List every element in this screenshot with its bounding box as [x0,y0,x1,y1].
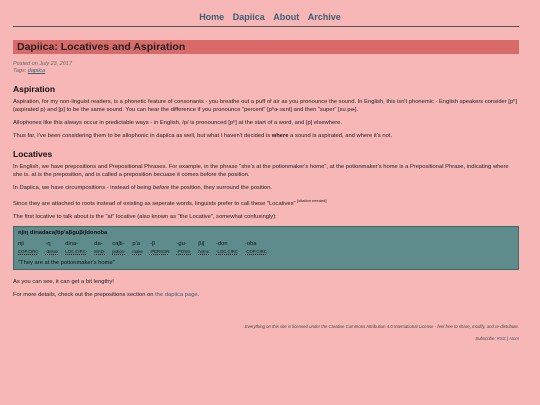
gloss-word: -β [149,240,156,247]
gloss-label: COP.CIRC [18,248,39,254]
license-link[interactable]: Creative Commons Attribution 4.0 International License [328,324,434,329]
gloss-word: da- [94,240,103,247]
gloss-label: potion- [112,248,126,254]
gloss-column [176,241,191,255]
gloss-row [18,241,514,255]
gloss-word: -ŋ [45,240,51,247]
locatives-paragraph-3 [13,197,519,208]
locatives-paragraph-1: In English, we have prepositions and Prepositional Phrases. For example, in the phrase "she's at the potionmaker's home", at the potionmaker's home is a Prepositional Phrase, indicating where she is. at is the preposition, and is called a preposition becuase it comes before the position. [13,164,509,178]
text-span: In Dapiica, we have circumpositions - instead of being [13,185,153,191]
text-span: For more details, check out the prepositions section on [13,291,156,298]
gloss-column [150,241,170,255]
gloss-word: caʃti- [112,240,125,247]
text-span: a sound is aspirated, and where it's not. [288,133,393,139]
gloss-column [198,241,209,255]
gloss-column [45,241,58,255]
closing-paragraph-1: As you can see, it can get a bit lengthy! [13,278,114,285]
gloss-label: make [132,248,143,254]
aspiration-paragraph-2: Allophones like this always occur in predictable ways - in English, /p/ is pronounced [pʰ] at the start of a word, and [p] elsewhere. [13,120,342,126]
gloss-label: home [198,248,210,254]
atom-link[interactable]: Atom [508,336,519,341]
example-translation: "They are at the potionmaker's home" [18,259,115,266]
post-meta [13,61,519,75]
gloss-column [65,241,87,255]
gloss-label: -PERSON [149,248,170,254]
gloss-column [94,241,105,255]
aspiration-paragraph-3 [13,132,519,140]
top-nav [0,12,540,22]
gloss-word: βiʃ [198,240,205,247]
nav-dapiica-link[interactable]: Dapiica [232,12,265,22]
gloss-word: -gu- [176,240,187,247]
gloss-column [216,241,238,255]
closing-paragraph-2 [13,291,519,299]
gloss-word: dina- [65,240,79,247]
rss-link[interactable]: RSS [496,336,506,341]
gloss-column [18,241,38,255]
tag-link-dapiica[interactable]: dapiica [27,68,46,74]
license-text: - feel free to share, modify, and re-distribute. [433,324,519,329]
interlinear-example [13,226,519,270]
gloss-column [245,241,267,255]
bold-where: where [271,133,289,139]
posted-prefix: Posted on [13,61,38,67]
gloss-label: -POSS- [176,248,192,254]
locatives-paragraph-4: The first locative to talk about is the "at" locative (also known as "the Locative", somewhat confusingly): [13,213,277,220]
heading-aspiration: Aspiration [13,84,56,94]
gloss-label: -LOC.CIRC [216,248,238,254]
gloss-label: LOC.CIRC- [65,248,88,254]
aspiration-paragraph-1: Aspiration, for my non-linguist readers, is a phonetic feature of consonants - you breathe out a puff of air as you pronounce the sound. In English, this isn't phonemic - English speakers consider [pʰ] (aspirated p) and [p] to be the same sound. You can hear the difference if you pronounce "percent" [pʰɚːsɛnt] and then "super" [suːpɚ]. [13,99,517,113]
post-title: Dapiica: Locatives and Aspiration [13,40,519,54]
dapiica-page-link[interactable]: the dapiica page [155,291,198,298]
gloss-word: nji [18,240,24,247]
nav-divider [13,26,519,27]
gloss-column [132,241,143,255]
gloss-word: -don [216,240,228,247]
separator: | [506,336,508,341]
nav-about-link[interactable]: About [273,12,300,22]
locatives-paragraph-2 [13,184,519,192]
text-span: Thus far, I've been considering them to be allophonic in dapiica as well, but what I haven't decided is [13,133,272,139]
nav-home-link[interactable]: Home [199,12,225,22]
heading-locatives: Locatives [13,149,53,159]
post-content [13,40,519,304]
text-span: Since they are attached to roots instead of existing as seperate words, linguists prefer to call these "Locatives" [13,200,296,207]
license-text: Everything on this site is licensed under the [244,324,329,329]
site-footer [219,324,519,342]
posted-date: July 23, 2017 [39,61,73,67]
gloss-label: -3ᴇʀɢx [45,248,59,254]
gloss-column [112,241,125,255]
emphasis-before: before [152,185,170,191]
gloss-label: MAD- [94,248,106,254]
text-span: . [197,291,200,298]
text-span: the position, they surround the position. [169,185,273,191]
tags-prefix: Tags: [13,68,27,74]
example-sentence: njiŋ dinadacaʃtip'aβguβiʃdonoba [18,229,108,236]
subscribe-label: Subscribe: [475,336,496,341]
nav-archive-link[interactable]: Archive [307,12,341,22]
gloss-label: -COP.CIRC [245,248,267,254]
gloss-word: -oba [245,240,257,247]
gloss-word: p'a [132,240,140,247]
citation-needed: [citation needed] [297,198,327,203]
